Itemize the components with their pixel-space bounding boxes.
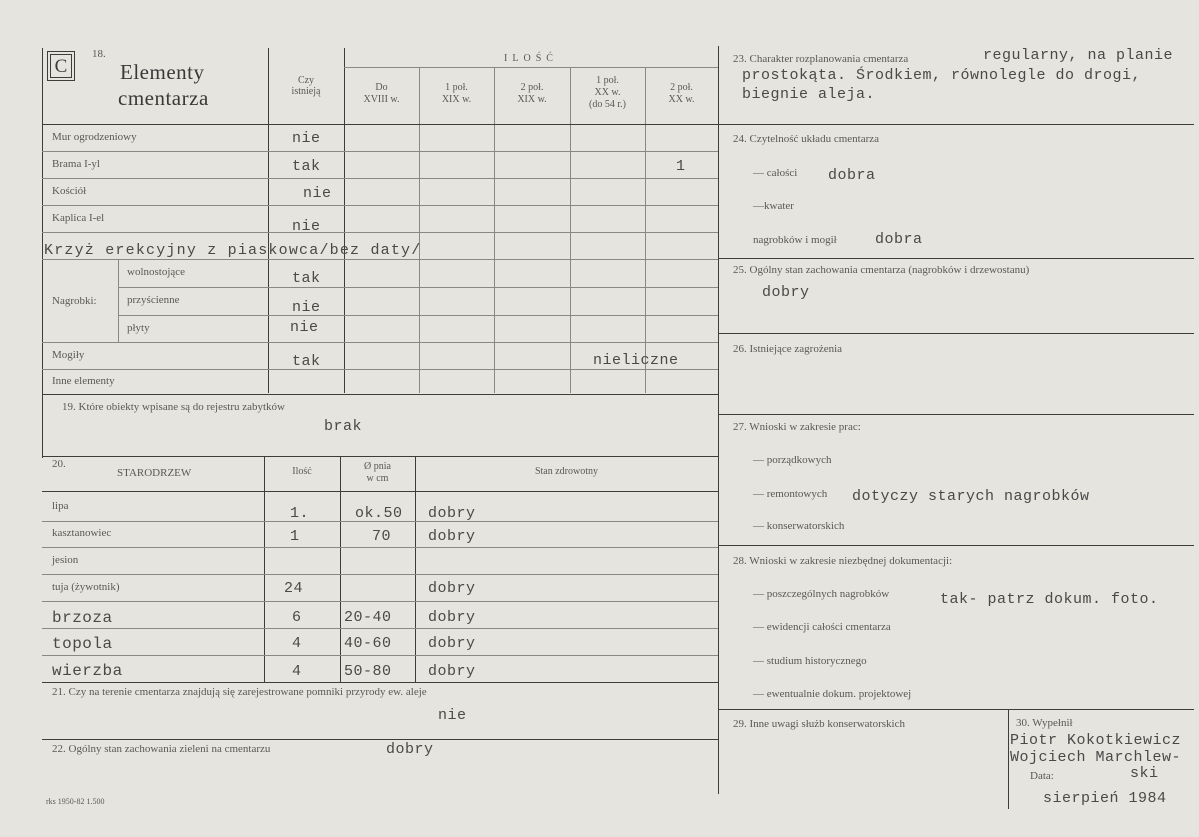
section20-col-diam-l2: w cm <box>366 473 389 484</box>
section30-data-label: Data: <box>1030 770 1054 782</box>
tree-diam: 40-60 <box>344 635 392 652</box>
row-line <box>42 369 718 370</box>
nagrobki-wolno-value: tak <box>292 270 321 287</box>
nagrobki-label: Nagrobki: <box>52 295 97 307</box>
section30-label: 30. Wypełnił <box>1016 717 1073 729</box>
nagrobki-plyty-label: płyty <box>127 322 150 334</box>
tree-health: dobry <box>428 580 476 597</box>
tree-qty: 24 <box>284 580 304 597</box>
s20-row-line <box>42 655 718 656</box>
section28-label: 28. Wnioski w zakresie niezbędnej dokumentacji: <box>733 555 953 567</box>
row-label-kosciol: Kościół <box>52 185 87 197</box>
tree-name: jesion <box>52 554 79 566</box>
section25-value: dobry <box>762 284 810 301</box>
section20-header-bottom <box>42 491 718 492</box>
nagrobki-plyty-value: nie <box>290 319 319 336</box>
section28-ewid: — ewidencji całości cmentarza <box>753 621 891 633</box>
s20-col <box>415 456 416 682</box>
section21-bottom <box>42 739 718 740</box>
section20-top <box>42 456 718 457</box>
col-xx1-l3: (do 54 r.) <box>589 99 626 110</box>
row-label-kaplica: Kaplica I-el <box>52 212 105 224</box>
section20-col-name: STARODRZEW <box>117 467 192 479</box>
section30-name3: ski <box>1130 765 1159 782</box>
section24-nagrobkow-value: dobra <box>875 231 923 248</box>
section23-label: 23. Charakter rozplanowania cmentarza <box>733 53 909 65</box>
s20-col <box>340 456 341 682</box>
tree-name: wierzba <box>52 662 123 680</box>
s20-row-line <box>42 547 718 548</box>
row-label-mogily: Mogiły <box>52 349 85 361</box>
section21-label: 21. Czy na terenie cmentarza znajdują się zarejestrowane pomniki przyrody ew. aleje <box>52 686 427 698</box>
section27-remont: — remontowych <box>753 488 828 500</box>
section20-number: 20. <box>52 458 66 470</box>
section28-studium: — studium historycznego <box>753 655 867 667</box>
s25-bottom <box>718 333 1194 334</box>
krzyz-typed-line: Krzyż erekcyjny z piaskowca/bez daty/ <box>44 242 422 259</box>
section22-label: 22. Ogólny stan zachowania zieleni na cmentarzu <box>52 743 271 755</box>
section27-konserw: — konserwatorskich <box>753 520 845 532</box>
header-bottom <box>42 124 718 125</box>
col-xx2-l1: 2 poł. <box>670 82 693 93</box>
section27-porz: — porządkowych <box>753 454 832 466</box>
col-line <box>419 67 420 393</box>
section24-nagrobkow-label: nagrobków i mogił <box>753 234 837 246</box>
col-xix2-l1: 2 poł. <box>520 82 544 93</box>
row-value-mogily: tak <box>292 353 321 370</box>
row-line <box>118 315 718 316</box>
tree-health: dobry <box>428 663 476 680</box>
tree-qty: 4 <box>292 635 302 652</box>
section30-name1: Piotr Kokotkiewicz <box>1010 732 1182 749</box>
s20-row-line <box>42 628 718 629</box>
section30-date: sierpień 1984 <box>1043 790 1167 807</box>
section18-title-line2: cmentarza <box>118 86 209 110</box>
section28-poszcz-value: tak- patrz dokum. foto. <box>940 591 1159 608</box>
s26-bottom <box>718 414 1194 415</box>
tree-diam: 50-80 <box>344 663 392 680</box>
col-exists-header-line1: Czy <box>297 75 315 86</box>
row-line <box>42 342 718 343</box>
col-xx2-l2: XX w. <box>668 94 695 105</box>
row-value-brama: tak <box>292 158 321 175</box>
nagrobki-wolno-label: wolnostojące <box>127 266 186 278</box>
section23-line3: biegnie aleja. <box>742 86 876 103</box>
section20-bottom <box>42 682 718 683</box>
section22-value: dobry <box>386 741 434 758</box>
s20-row-line <box>42 601 718 602</box>
s30-divider <box>1008 709 1009 809</box>
row-value-brama-xx2: 1 <box>676 158 686 175</box>
section-letter: C <box>50 54 72 78</box>
section23-line2: prostokąta. Środkiem, równolegle do drogi, <box>742 67 1142 84</box>
nagrobki-przysc-value: nie <box>292 299 321 316</box>
frame-left <box>42 48 43 458</box>
row-label-mur: Mur ogrodzeniowy <box>52 131 137 143</box>
tree-qty: 1. <box>290 505 310 522</box>
section18-bottom <box>42 394 718 395</box>
tree-health: dobry <box>428 528 476 545</box>
tree-name: topola <box>52 635 113 653</box>
tree-health: dobry <box>428 505 476 522</box>
row-value-mur: nie <box>292 130 321 147</box>
section20-col-diam-l1: Ø pnia <box>364 461 391 472</box>
tree-name: tuja (żywotnik) <box>52 581 120 593</box>
nagrobki-przysc-label: przyścienne <box>127 294 180 306</box>
tree-diam: ok.50 <box>355 505 403 522</box>
section20-col-health: Stan zdrowotny <box>534 466 599 477</box>
tree-qty: 1 <box>290 528 300 545</box>
tree-health: dobry <box>428 609 476 626</box>
row-line <box>42 178 718 179</box>
tree-qty: 6 <box>292 609 302 626</box>
section19-value: brak <box>324 418 363 435</box>
section19-label: 19. Które obiekty wpisane są do rejestru zabytków <box>62 401 285 413</box>
print-code: rks 1950-82 1.500 <box>46 797 105 806</box>
section20-col-qty: Ilość <box>292 466 312 477</box>
row-line <box>42 259 718 260</box>
col-line <box>494 67 495 393</box>
ilosc-underline <box>344 67 718 68</box>
col-xx1-l1: 1 poł. <box>596 75 619 86</box>
section28-poszcz: — poszczególnych nagrobków <box>753 588 890 600</box>
row-line <box>42 205 718 206</box>
tree-name: lipa <box>52 500 69 512</box>
section24-calosci-label: — całości <box>753 167 798 179</box>
section24-label: 24. Czytelność układu cmentarza <box>733 133 880 145</box>
s20-row-line <box>42 574 718 575</box>
section29-label: 29. Inne uwagi służb konserwatorskich <box>733 718 905 730</box>
s28-bottom <box>718 709 1194 710</box>
row-line <box>42 232 718 233</box>
divider-center <box>718 46 719 794</box>
s27-bottom <box>718 545 1194 546</box>
col-xix1-l2: XIX w. <box>441 94 472 105</box>
section27-remont-value: dotyczy starych nagrobków <box>852 488 1090 505</box>
row-value-mogily-xx1: nieliczne <box>593 352 679 369</box>
col-xviii-l1: Do <box>375 82 388 93</box>
section26-label: 26. Istniejące zagrożenia <box>733 343 843 355</box>
col-xx1-l2: XX w. <box>594 87 621 98</box>
row-line <box>42 151 718 152</box>
section-letter-box <box>47 51 75 81</box>
col-xviii-l2: XVIII w. <box>363 94 400 105</box>
col-line <box>645 67 646 393</box>
ilosc-header: ILOŚĆ <box>504 53 558 64</box>
row-line <box>118 287 718 288</box>
section27-label: 27. Wnioski w zakresie prac: <box>733 421 861 433</box>
tree-health: dobry <box>428 635 476 652</box>
col-xix1-l1: 1 poł. <box>445 82 468 93</box>
section18-number: 18. <box>92 48 106 60</box>
section21-value: nie <box>438 707 467 724</box>
row-value-kaplica: nie <box>292 218 321 235</box>
section18-title-line1: Elementy <box>120 60 205 84</box>
nagrobki-divider <box>118 260 119 342</box>
section30-name2: Wojciech Marchlew- <box>1010 749 1182 766</box>
section24-kwater-label: —kwater <box>753 200 794 212</box>
row-label-inne: Inne elementy <box>52 375 115 387</box>
s23-bottom <box>718 124 1194 125</box>
col-xix2-l2: XIX w. <box>517 94 547 105</box>
section28-ewent: — ewentualnie dokum. projektowej <box>753 688 912 700</box>
tree-name: brzoza <box>52 609 113 627</box>
tree-name: kasztanowiec <box>52 527 112 539</box>
col-line <box>570 67 571 393</box>
col-exists-header-line2: istnieją <box>291 86 321 97</box>
section25-label: 25. Ogólny stan zachowania cmentarza (nagrobków i drzewostanu) <box>733 264 1030 276</box>
section23-line1: regularny, na planie <box>983 47 1174 64</box>
s20-col <box>264 456 265 682</box>
tree-diam: 70 <box>372 528 392 545</box>
row-label-brama: Brama I-yl <box>52 158 100 170</box>
section24-calosci-value: dobra <box>828 167 876 184</box>
row-value-kosciol: nie <box>303 185 332 202</box>
s24-bottom <box>718 258 1194 259</box>
tree-diam: 20-40 <box>344 609 392 626</box>
tree-qty: 4 <box>292 663 302 680</box>
